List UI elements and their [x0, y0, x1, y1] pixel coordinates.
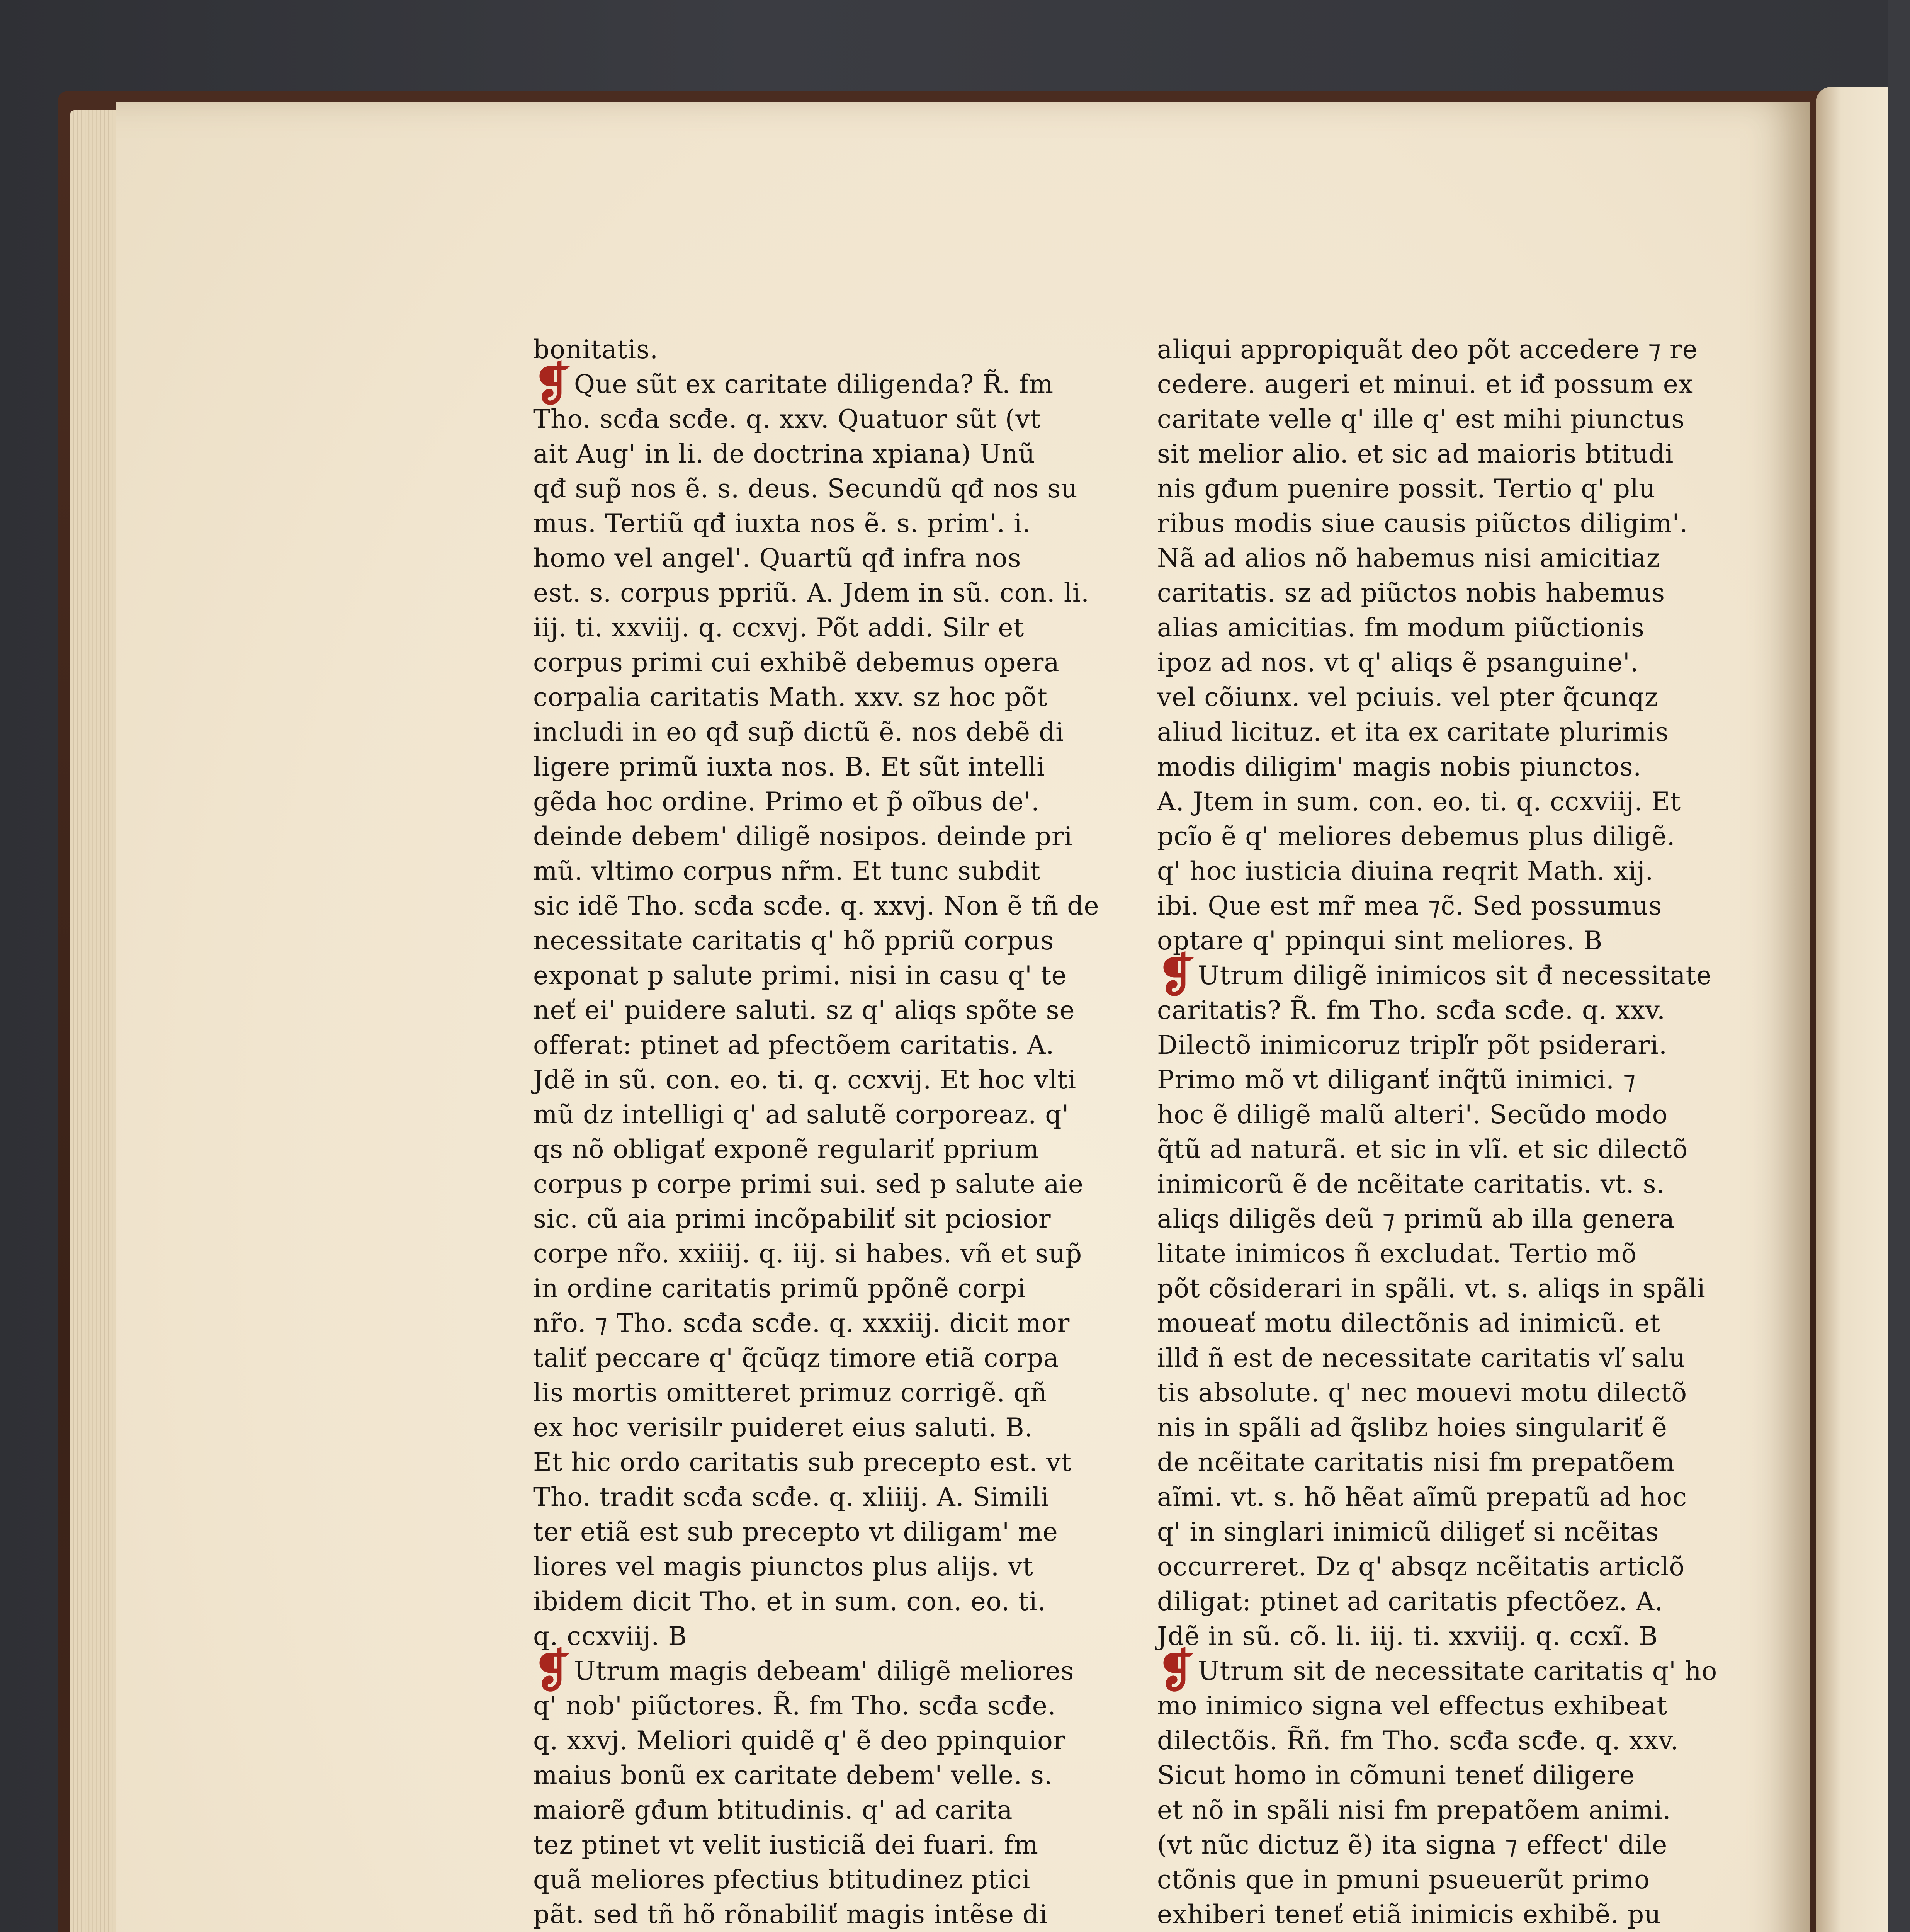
text-line: Sicut homo in cõmuni teneť diligere — [1157, 1760, 1635, 1790]
text-line: q̃tũ ad naturã. et sic in vlĩ. et sic dilectõ — [1157, 1134, 1688, 1164]
text-line: ait Aug' in li. de doctrina xpiana) Unũ — [533, 439, 1035, 469]
text-line: A. Jtem in sum. con. eo. ti. q. ccxviij. Et — [1157, 787, 1681, 816]
text-line: qs nõ obligať exponẽ regulariť pprium — [533, 1134, 1039, 1164]
text-line: includi in eo qđ sup̃ dictũ ẽ. nos debẽ di — [533, 717, 1064, 747]
text-line: ctõnis que in pmuni psueuerũt primo — [1157, 1865, 1650, 1895]
text-line: qđ sup̃ nos ẽ. s. deus. Secundũ qđ nos su — [533, 474, 1078, 503]
text-line: ribus modis siue causis piũctos diligim'. — [1157, 509, 1688, 538]
text-line: sit melior alio. et sic ad maioris btitudi — [1157, 439, 1674, 469]
text-line: Jdẽ in sũ. cõ. li. iij. ti. xxviij. q. ccxĩ. B — [1157, 1621, 1658, 1651]
text-line: nr̃o. ⁊ Tho. scđa scđe. q. xxxiij. dicit mor — [533, 1308, 1070, 1338]
rubric-capital: ❡ — [1157, 1644, 1196, 1697]
text-line: in ordine caritatis primũ ppõnẽ corpi — [533, 1274, 1026, 1303]
text-line: sic. cũ aia primi incõpabiliť sit pciosior — [533, 1204, 1051, 1234]
text-line: ❡Utrum sit de necessitate caritatis q' ho — [1157, 1644, 1718, 1697]
text-line: põt cõsiderari in spãli. vt. s. aliqs in spãli — [1157, 1274, 1706, 1303]
text-line: nis gđum puenire possit. Tertio q' plu — [1157, 474, 1656, 503]
text-line: ligere primũ iuxta nos. B. Et sũt intelli — [533, 752, 1045, 782]
text-line: homo vel angel'. Quartũ qđ infra nos — [533, 543, 1021, 573]
text-line: q' hoc iusticia diuina reqrit Math. xij. — [1157, 856, 1654, 886]
text-line: aliqui appropiquãt deo põt accedere ⁊ re — [1157, 335, 1698, 364]
text-line: aĩmi. vt. s. hõ hẽat aĩmũ prepatũ ad hoc — [1157, 1482, 1687, 1512]
text-line: ❡Que sũt ex caritate diligenda? R̃. fm — [533, 357, 1054, 411]
text-line: necessitate caritatis q' hõ ppriũ corpus — [533, 926, 1054, 956]
text-line: dilectõis. R̃ñ. fm Tho. scđa scđe. q. xxv. — [1157, 1726, 1679, 1755]
text-line: q. xxvj. Meliori quidẽ q' ẽ deo ppinquior — [533, 1726, 1066, 1755]
text-line: quã meliores pfectius btitudinez ptici — [533, 1865, 1031, 1895]
text-line: Nã ad alios nõ habemus nisi amicitiaz — [1157, 543, 1660, 573]
text-line: Primo mõ vt diliganť inq̃tũ inimici. ⁊ — [1157, 1065, 1636, 1095]
text-line: modis diligim' magis nobis piunctos. — [1157, 752, 1642, 782]
text-line: Tho. tradit scđa scđe. q. xliiij. A. Simili — [533, 1482, 1049, 1512]
text-line: Tho. scđa scđe. q. xxv. Quatuor sũt (vt — [533, 404, 1041, 434]
text-line: corpe nr̃o. xxiiij. q. iij. si habes. vñ et sup̃ — [533, 1239, 1082, 1269]
text-line: mũ dz intelligi q' ad salutẽ corporeaz. q' — [533, 1100, 1069, 1129]
text-line: occurreret. Dz q' absqz ncẽitatis articlõ — [1157, 1552, 1685, 1582]
text-line: et nõ in spãli nisi fm prepatõem animi. — [1157, 1795, 1671, 1825]
text-line: deinde debem' diligẽ nosipos. deinde pri — [533, 821, 1073, 851]
text-line: Dilectõ inimicoruz tripľr põt psiderari. — [1157, 1030, 1667, 1060]
rubric-capital: ❡ — [1157, 948, 1196, 1002]
text-line: inimicorũ ẽ de ncẽitate caritatis. vt. s. — [1157, 1169, 1665, 1199]
text-line: tis absolute. q' nec mouevi motu dilectõ — [1157, 1378, 1687, 1408]
text-line: maiorẽ gđum btitudinis. q' ad carita — [533, 1795, 1013, 1825]
text-line: corpus primi cui exhibẽ debemus opera — [533, 648, 1060, 677]
text-line: exhiberi teneť etiã inimicis exhibẽ. pu — [1157, 1900, 1661, 1929]
text-line: pãt. sed tñ hõ rõnabiliť magis intẽse di — [533, 1900, 1048, 1929]
text-line: optare q' ppinqui sint meliores. B — [1157, 926, 1603, 956]
text-line: vel cõiunx. vel pciuis. vel pter q̃cunqz — [1157, 682, 1659, 712]
text-line: moueať motu dilectõnis ad inimicũ. et — [1157, 1308, 1661, 1338]
text-column-left — [533, 332, 1099, 1932]
text-line: corpalia caritatis Math. xxv. sz hoc põt — [533, 682, 1048, 712]
text-line: exponat p salute primi. nisi in casu q' te — [533, 961, 1067, 990]
text-line: aliud licituz. et ita ex caritate plurimis — [1157, 717, 1669, 747]
text-line: hoc ẽ diligẽ malũ alteri'. Secũdo modo — [1157, 1100, 1668, 1129]
text-line: maius bonũ ex caritate debem' velle. s. — [533, 1760, 1053, 1790]
text-line: illđ ñ est de necessitate caritatis vľ salu — [1157, 1343, 1686, 1373]
text-line: corpus p corpe primi sui. sed p salute aie — [533, 1169, 1084, 1199]
text-line: ex hoc verisilr puideret eius saluti. B. — [533, 1413, 1033, 1442]
text-line: iij. ti. xxviij. q. ccxvj. Põt addi. Silr et — [533, 613, 1025, 643]
text-line: pcĩo ẽ q' meliores debemus plus diligẽ. — [1157, 821, 1675, 851]
text-line: mũ. vltimo corpus nr̃m. Et tunc subdit — [533, 856, 1041, 886]
text-line: caritatis. sz ad piũctos nobis habemus — [1157, 578, 1665, 608]
text-line: litate inimicos ñ excludat. Tertio mõ — [1157, 1239, 1637, 1269]
text-line: offerat: ptinet ad pfectõem caritatis. A. — [533, 1030, 1055, 1060]
text-line: mo inimico signa vel effectus exhibeat — [1157, 1691, 1667, 1721]
text-column-right — [1157, 332, 1718, 1932]
text-line: Jdẽ in sũ. con. eo. ti. q. ccxvij. Et hoc vlti — [533, 1065, 1077, 1095]
text-line: (vt nũc dictuz ẽ) ita signa ⁊ effect' dile — [1157, 1830, 1668, 1860]
text-line: q' in singlari inimicũ diligeť si ncẽitas — [1157, 1517, 1659, 1547]
text-line: ❡Utrum magis debeam' diligẽ meliores — [533, 1644, 1074, 1697]
text-line: est. s. corpus ppriũ. A. Jdem in sũ. con. li. — [533, 578, 1089, 608]
text-line: ibidem dicit Tho. et in sum. con. eo. ti. — [533, 1587, 1046, 1616]
text-line: ter etiã est sub precepto vt diligam' me — [533, 1517, 1058, 1547]
rubric-capital: ❡ — [533, 357, 572, 411]
text-line: ipoz ad nos. vt q' aliqs ẽ psanguine'. — [1157, 648, 1639, 677]
text-line: caritate velle q' ille q' est mihi piunctus — [1157, 404, 1685, 434]
rubric-capital: ❡ — [533, 1644, 572, 1697]
text-line: mus. Tertiũ qđ iuxta nos ẽ. s. prim'. i. — [533, 509, 1031, 538]
text-line: taliť peccare q' q̃cũqz timore etiã corpa — [533, 1343, 1059, 1373]
text-line: liores vel magis piunctos plus alijs. vt — [533, 1552, 1033, 1582]
text-line: nis in spãli ad q̃slibz hoies singulariť ẽ — [1157, 1413, 1667, 1442]
text-line: diligat: ptinet ad caritatis pfectõez. A. — [1157, 1587, 1664, 1616]
text-line: caritatis? R̃. fm Tho. scđa scđe. q. xxv. — [1157, 995, 1666, 1025]
text-line: de ncẽitate caritatis nisi fm prepatõem — [1157, 1447, 1675, 1477]
text-line: ibi. Que est mr̃ mea ⁊c̃. Sed possumus — [1157, 891, 1662, 921]
facing-page-edge — [1816, 87, 1888, 1932]
text-line: aliqs diligẽs deũ ⁊ primũ ab illa genera — [1157, 1204, 1675, 1234]
text-line: Et hic ordo caritatis sub precepto est. vt — [533, 1447, 1072, 1477]
text-line: q. ccxviij. B — [533, 1621, 687, 1651]
text-line: bonitatis. — [533, 335, 658, 364]
text-line: ❡Utrum diligẽ inimicos sit đ necessitate — [1157, 948, 1712, 1002]
text-line: tez ptinet vt velit iusticiã dei fuari. fm — [533, 1830, 1038, 1860]
text-line: gẽda hoc ordine. Primo et p̃ oĩbus de'. — [533, 787, 1040, 816]
text-line: alias amicitias. fm modum piũctionis — [1157, 613, 1645, 643]
text-line: q' nob' piũctores. R̃. fm Tho. scđa scđe. — [533, 1691, 1056, 1721]
text-line: cedere. augeri et minui. et iđ possum ex — [1157, 369, 1694, 399]
text-line: neť ei' puidere saluti. sz q' aliqs spõte se — [533, 995, 1075, 1025]
text-line: sic idẽ Tho. scđa scđe. q. xxvj. Non ẽ tñ de — [533, 891, 1099, 921]
text-line: lis mortis omitteret primuz corrigẽ. qñ — [533, 1378, 1047, 1408]
